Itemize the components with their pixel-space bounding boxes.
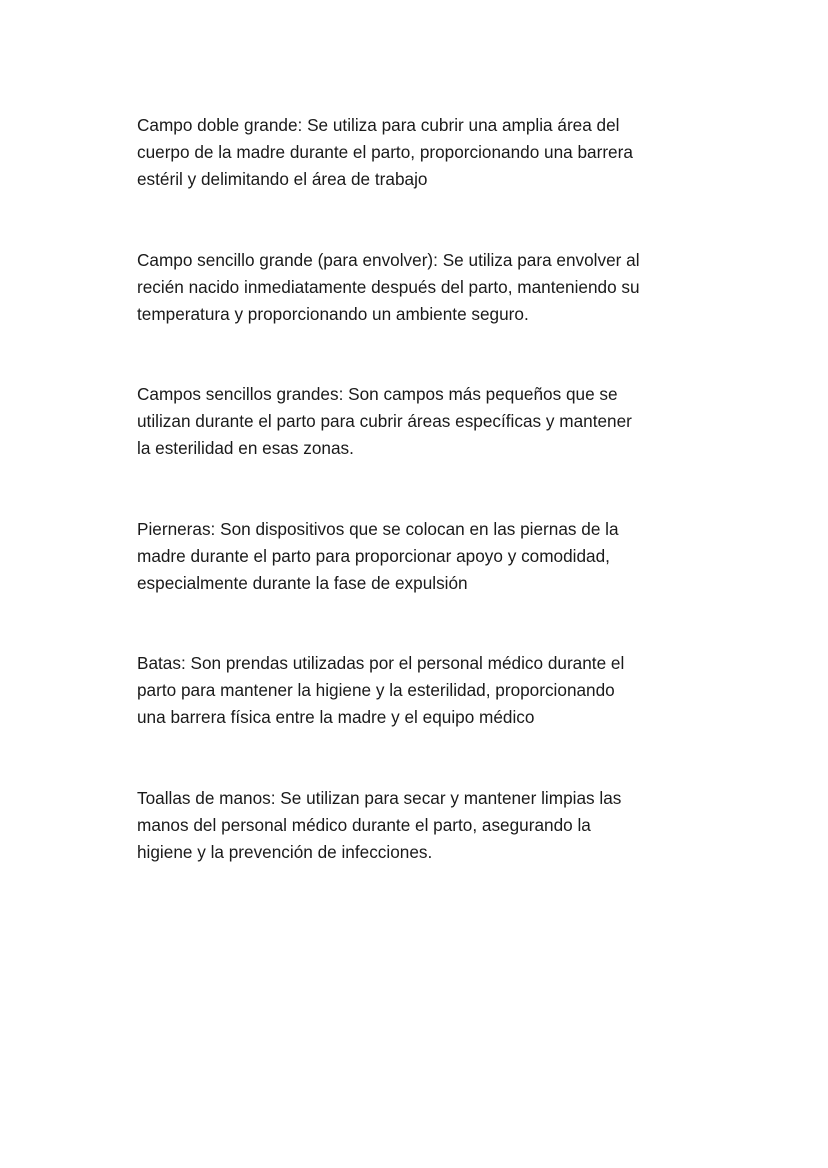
paragraph-line: Campos sencillos grandes: Son campos más pequeños que se (137, 384, 618, 404)
paragraph-line: una barrera física entre la madre y el equipo médico (137, 707, 535, 727)
paragraph-line: madre durante el parto para proporcionar apoyo y comodidad, (137, 546, 610, 566)
paragraph-line: Campo sencillo grande (para envolver): Se utiliza para envolver al (137, 250, 640, 270)
paragraph-line: Batas: Son prendas utilizadas por el personal médico durante el (137, 653, 625, 673)
paragraph-campos-sencillos-grandes (137, 381, 707, 462)
paragraph-toallas-de-manos (137, 785, 707, 866)
paragraph-line: recién nacido inmediatamente después del parto, manteniendo su (137, 277, 640, 297)
paragraph-line: Pierneras: Son dispositivos que se colocan en las piernas de la (137, 519, 619, 539)
paragraph-line: especialmente durante la fase de expulsión (137, 573, 468, 593)
paragraph-line: manos del personal médico durante el parto, asegurando la (137, 815, 591, 835)
paragraph-line: Campo doble grande: Se utiliza para cubrir una amplia área del (137, 115, 620, 135)
paragraph-line: estéril y delimitando el área de trabajo (137, 169, 428, 189)
paragraph-line: parto para mantener la higiene y la esterilidad, proporcionando (137, 680, 615, 700)
paragraph-pierneras (137, 516, 707, 597)
paragraph-campo-doble-grande (137, 112, 707, 193)
paragraph-line: temperatura y proporcionando un ambiente seguro. (137, 304, 529, 324)
paragraph-line: Toallas de manos: Se utilizan para secar y mantener limpias las (137, 788, 622, 808)
paragraph-campo-sencillo-grande (137, 247, 707, 328)
paragraph-batas (137, 650, 707, 731)
paragraph-line: utilizan durante el parto para cubrir áreas específicas y mantener (137, 411, 632, 431)
paragraph-line: la esterilidad en esas zonas. (137, 438, 354, 458)
paragraph-line: cuerpo de la madre durante el parto, proporcionando una barrera (137, 142, 633, 162)
paragraph-line: higiene y la prevención de infecciones. (137, 842, 433, 862)
